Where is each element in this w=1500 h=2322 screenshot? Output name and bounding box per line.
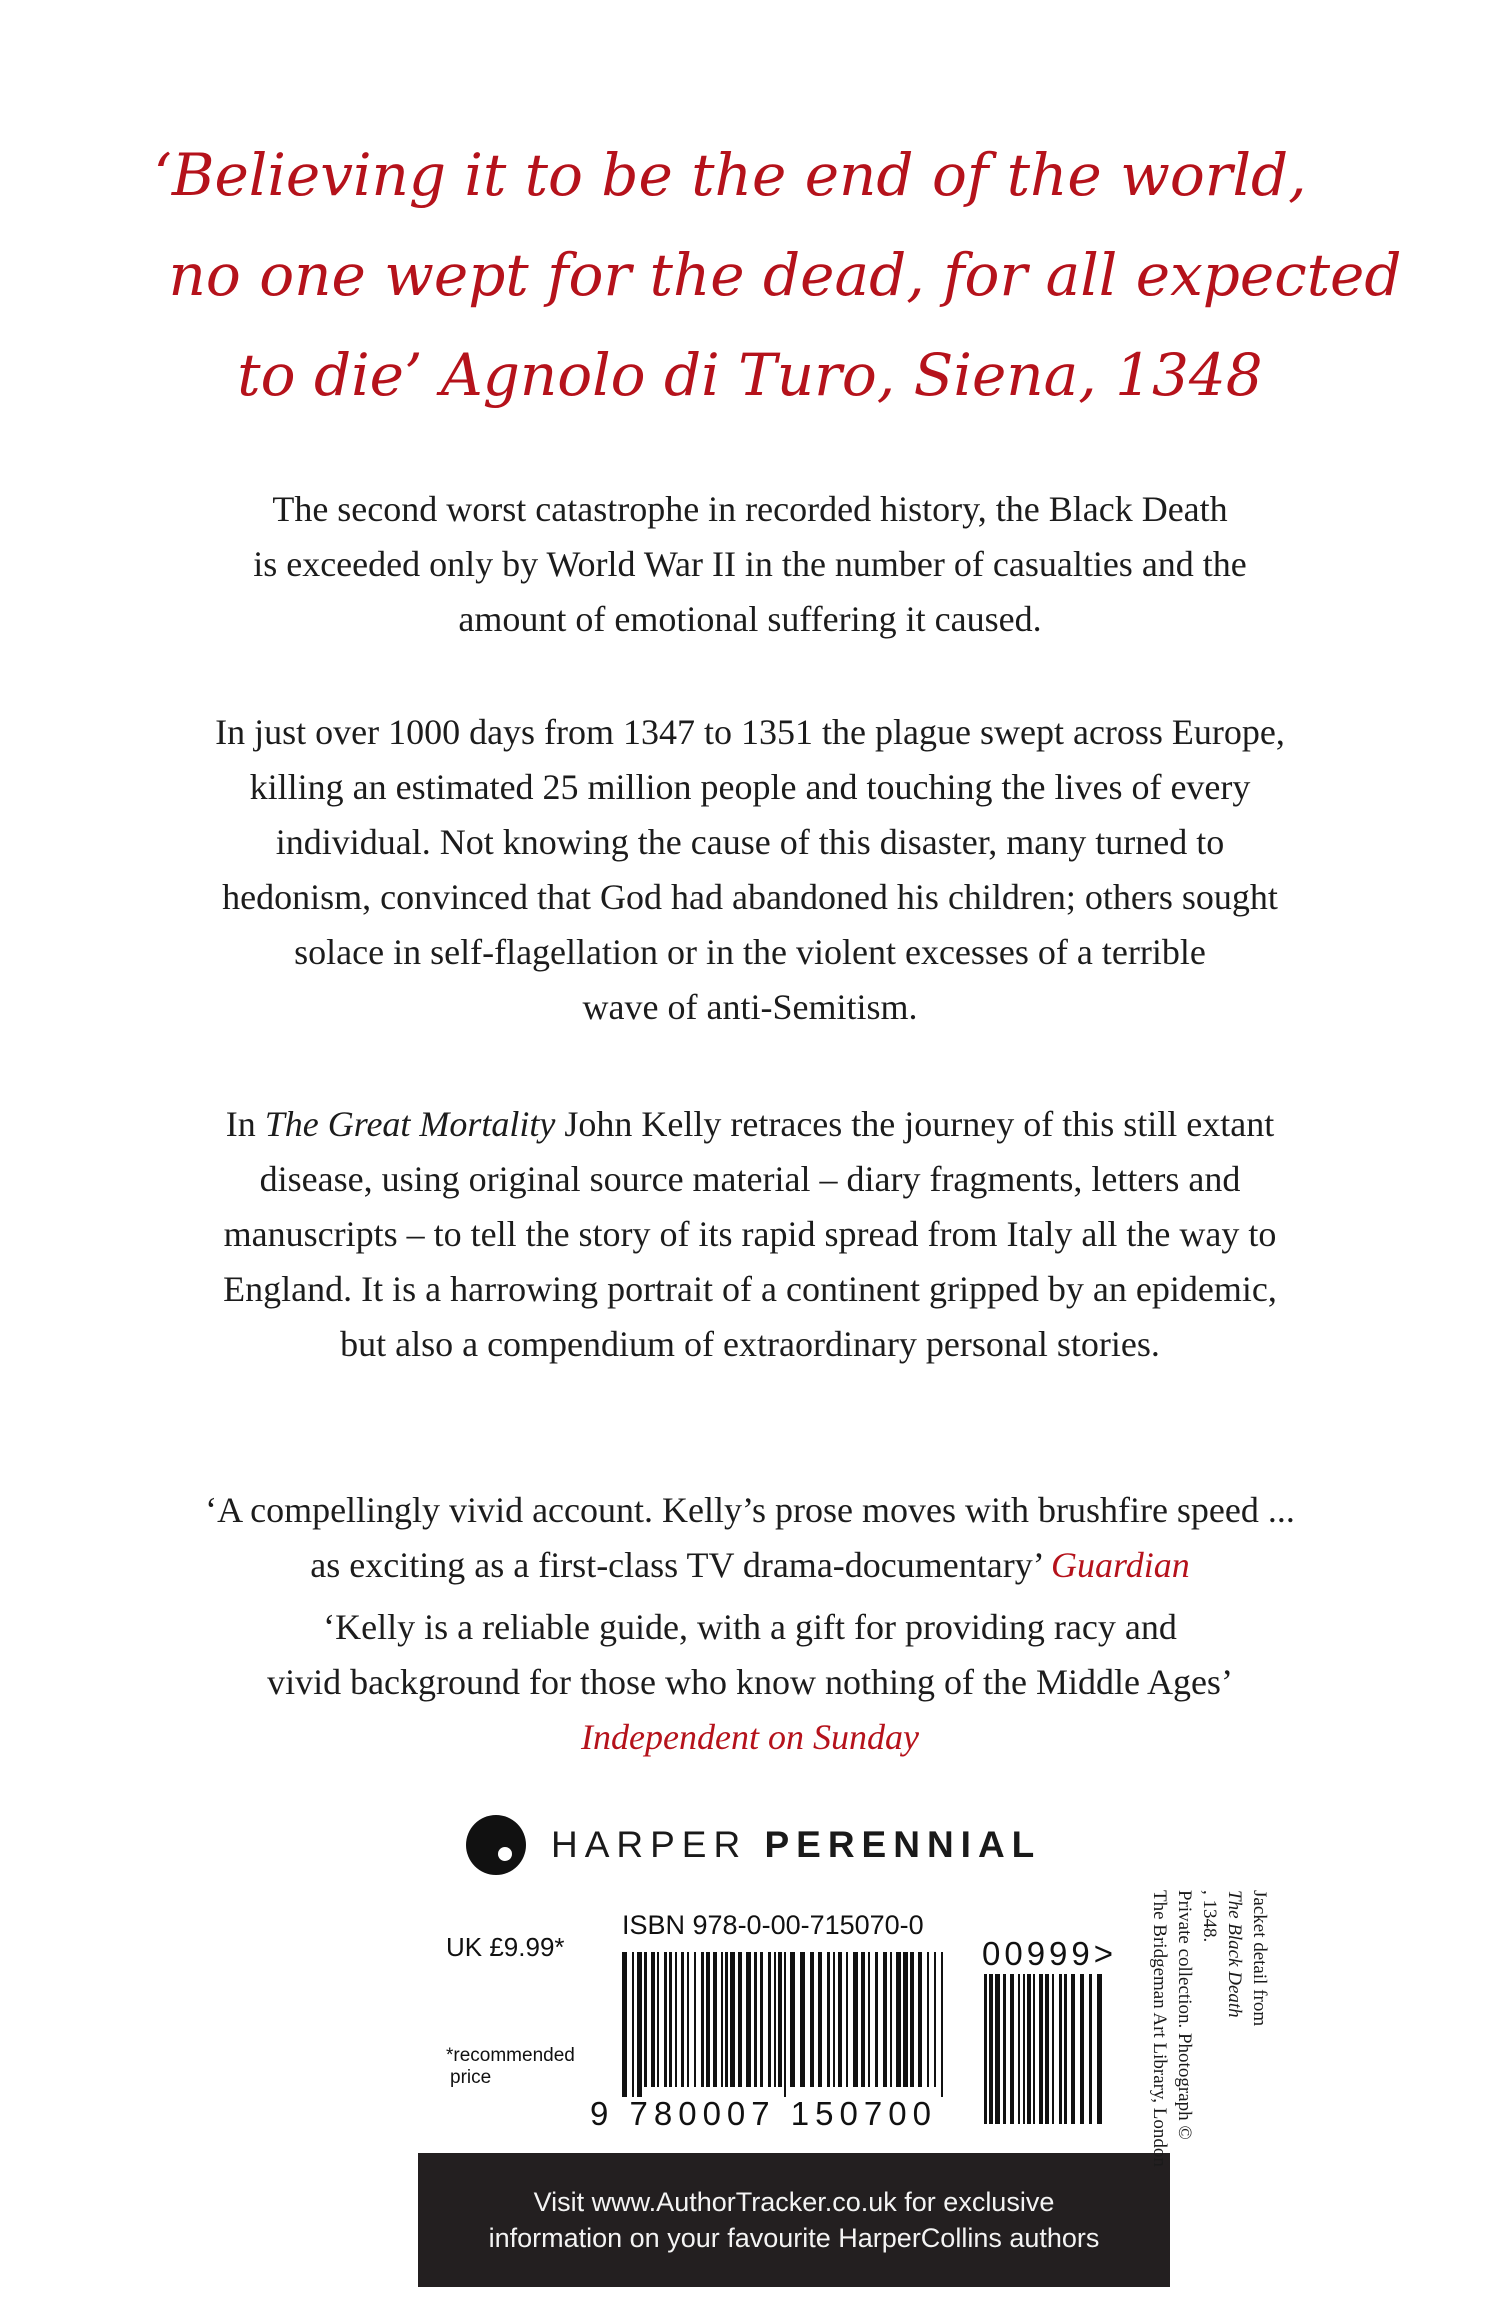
- publisher-imprint: [465, 1815, 1041, 1875]
- text-line: [150, 1097, 1350, 1152]
- barcode-bar: [984, 1974, 987, 2124]
- barcode-bar: [681, 1952, 684, 2087]
- barcode-bar: [738, 1952, 742, 2087]
- quote-line: no one wept for the dead, for all expected: [168, 241, 1402, 309]
- blurb-paragraph-2: [150, 705, 1350, 1035]
- barcode-bar: [903, 1952, 908, 2087]
- barcode-bar: [941, 1952, 943, 2097]
- text-line: [150, 1538, 1350, 1593]
- barcode-bar: [1064, 1974, 1067, 2124]
- barcode-bar: [713, 1952, 717, 2087]
- review-source: Independent on Sunday: [581, 1717, 919, 1757]
- barcode-bar: [1023, 1974, 1025, 2124]
- isbn-label: ISBN 978-0-00-715070-0: [622, 1910, 924, 1940]
- barcode-addon-number: 00999>: [982, 1935, 1118, 1972]
- tracker-line: information on your favourite HarperCollins authors: [488, 2223, 1100, 2253]
- barcode-bar: [1018, 1974, 1020, 2124]
- barcode-bar: [810, 1952, 814, 2087]
- barcode-bar: [778, 1952, 782, 2087]
- barcode-bar: [706, 1952, 710, 2087]
- review-guardian: [150, 1483, 1350, 1593]
- review-source: Guardian: [1051, 1545, 1190, 1585]
- barcode-bar: [934, 1952, 936, 2087]
- text-line: amount of emotional suffering it caused.: [458, 599, 1042, 639]
- barcode-bar: [818, 1952, 822, 2087]
- text-line: is exceeded only by World War II in the number of casualties and the: [253, 544, 1247, 584]
- text-line: vivid background for those who know nothing of the Middle Ages’: [267, 1662, 1233, 1702]
- barcode-bar: [1039, 1974, 1043, 2124]
- barcode-bar: [1089, 1974, 1092, 2124]
- barcode-bar: [927, 1952, 929, 2087]
- price-note-line: price: [450, 2067, 492, 2088]
- barcode-bar: [637, 1952, 642, 2097]
- barcode-bar: [1033, 1974, 1035, 2124]
- price-note-line: *recommended: [446, 2045, 575, 2066]
- barcode-bar: [664, 1952, 667, 2087]
- artwork-title: The Black Death: [1224, 1890, 1245, 2018]
- barcode-bar: [1027, 1974, 1031, 2124]
- barcode-bar: [1010, 1974, 1014, 2124]
- barcode-bar: [833, 1952, 835, 2087]
- barcode-bar: [657, 1952, 659, 2087]
- price-addon-barcode: [982, 1974, 1102, 2124]
- text-line: hedonism, convinced that God had abandoned his children; others sought: [222, 877, 1278, 917]
- barcode-bar: [827, 1952, 830, 2087]
- quote-line: to die’ Agnolo di Turo, Siena, 1348: [237, 341, 1263, 409]
- barcode-bar: [1052, 1974, 1054, 2124]
- barcode-bar: [644, 1952, 647, 2087]
- jacket-credit-text: [1149, 1890, 1272, 2250]
- barcode-bar: [730, 1952, 735, 2087]
- barcode-bar: [701, 1952, 704, 2087]
- text-line: manuscripts – to tell the story of its rapid spread from Italy all the way to: [223, 1214, 1277, 1254]
- barcode-bar: [875, 1952, 878, 2087]
- book-title: The Great Mortality: [264, 1104, 556, 1144]
- publisher-name-light: HARPER: [551, 1824, 765, 1865]
- text-line: individual. Not knowing the cause of this disaster, many turned to: [275, 822, 1225, 862]
- barcode-bar: [774, 1952, 776, 2087]
- barcode-bar: [721, 1952, 723, 2087]
- credit-line: [1197, 1890, 1272, 2250]
- text-line: disease, using original source material – diary fragments, letters and: [259, 1159, 1241, 1199]
- barcode-bar: [1003, 1974, 1006, 2124]
- barcode-bar: [883, 1952, 887, 2087]
- price-note: [446, 2045, 596, 2089]
- text-line: ‘Kelly is a reliable guide, with a gift for providing racy and: [323, 1607, 1177, 1647]
- barcode-bar: [632, 1952, 634, 2097]
- review-independent: [150, 1600, 1350, 1765]
- text-line: wave of anti-Semitism.: [582, 987, 918, 1027]
- barcode-bar: [800, 1952, 805, 2087]
- barcode-number: 9 780007 150700: [590, 2095, 937, 2132]
- barcode-bar: [651, 1952, 655, 2087]
- barcode-bar: [995, 1974, 1000, 2124]
- barcode-bar: [687, 1952, 689, 2087]
- barcode-bar: [768, 1952, 771, 2087]
- barcode-bar: [910, 1952, 914, 2087]
- barcode-bar: [868, 1952, 870, 2087]
- quote-line: ‘Believing it to be the end of the world,: [153, 141, 1307, 209]
- text-segment: Jacket detail from: [1249, 1890, 1270, 2027]
- barcode-bar: [1080, 1974, 1084, 2124]
- barcode-bar: [760, 1952, 763, 2087]
- barcode-bar: [846, 1952, 848, 2087]
- barcode-bar: [746, 1952, 751, 2087]
- barcode-bar: [989, 1974, 993, 2124]
- text-line: In just over 1000 days from 1347 to 1351 the plague swept across Europe,: [215, 712, 1285, 752]
- barcode-bar: [790, 1952, 795, 2087]
- barcode-bar: [675, 1952, 677, 2087]
- barcode-bar: [853, 1952, 858, 2087]
- text-line: England. It is a harrowing portrait of a continent gripped by an epidemic,: [223, 1269, 1277, 1309]
- isbn-barcode: [620, 1952, 950, 2097]
- barcode-bar: [1059, 1974, 1062, 2124]
- barcode-bar: [918, 1952, 922, 2087]
- harper-perennial-logo-icon: [465, 1814, 527, 1876]
- credit-line: The Bridgeman Art Library, London: [1149, 1890, 1170, 2167]
- text-segment: , 1348.: [1199, 1890, 1220, 1943]
- text-segment: as exciting as a first-class TV drama-documentary’: [310, 1545, 1052, 1585]
- jacket-credit: [1149, 1890, 1272, 2250]
- barcode-bar: [1045, 1974, 1049, 2124]
- text-line: The second worst catastrophe in recorded history, the Black Death: [272, 489, 1228, 529]
- blurb-paragraph-1: [150, 482, 1350, 647]
- barcode-bar: [890, 1952, 892, 2087]
- barcode-bar: [669, 1952, 672, 2087]
- barcode-bar: [694, 1952, 696, 2087]
- barcode-bar: [896, 1952, 901, 2087]
- barcode-bar: [838, 1952, 842, 2087]
- text-line: ‘A compellingly vivid account. Kelly’s prose moves with brushfire speed ...: [205, 1490, 1295, 1530]
- publisher-name: [551, 1824, 1041, 1866]
- text-line: killing an estimated 25 million people and touching the lives of every: [249, 767, 1251, 807]
- text-line: solace in self-flagellation or in the violent excesses of a terrible: [294, 932, 1206, 972]
- tracker-line: Visit www.AuthorTracker.co.uk for exclusive: [533, 2187, 1055, 2217]
- barcode-bar: [784, 1952, 786, 2097]
- author-tracker-banner: [418, 2153, 1170, 2287]
- price-block: [446, 1932, 575, 2088]
- barcode-bar: [1071, 1974, 1075, 2124]
- text-line: but also a compendium of extraordinary personal stories.: [340, 1324, 1160, 1364]
- publisher-name-bold: PERENNIAL: [764, 1824, 1042, 1865]
- barcode-bar: [725, 1952, 728, 2087]
- pull-quote: [0, 125, 1500, 425]
- price-label: UK £9.99*: [446, 1932, 565, 1962]
- barcode-bar: [622, 1952, 627, 2097]
- barcode-bar: [754, 1952, 757, 2087]
- barcode-bar: [1097, 1974, 1102, 2124]
- blurb-paragraph-3: [150, 1097, 1350, 1372]
- text-segment: In: [225, 1104, 265, 1144]
- credit-line: Private collection. Photograph ©: [1174, 1890, 1195, 2140]
- text-segment: John Kelly retraces the journey of this still extant: [555, 1104, 1275, 1144]
- barcode-bar: [861, 1952, 865, 2087]
